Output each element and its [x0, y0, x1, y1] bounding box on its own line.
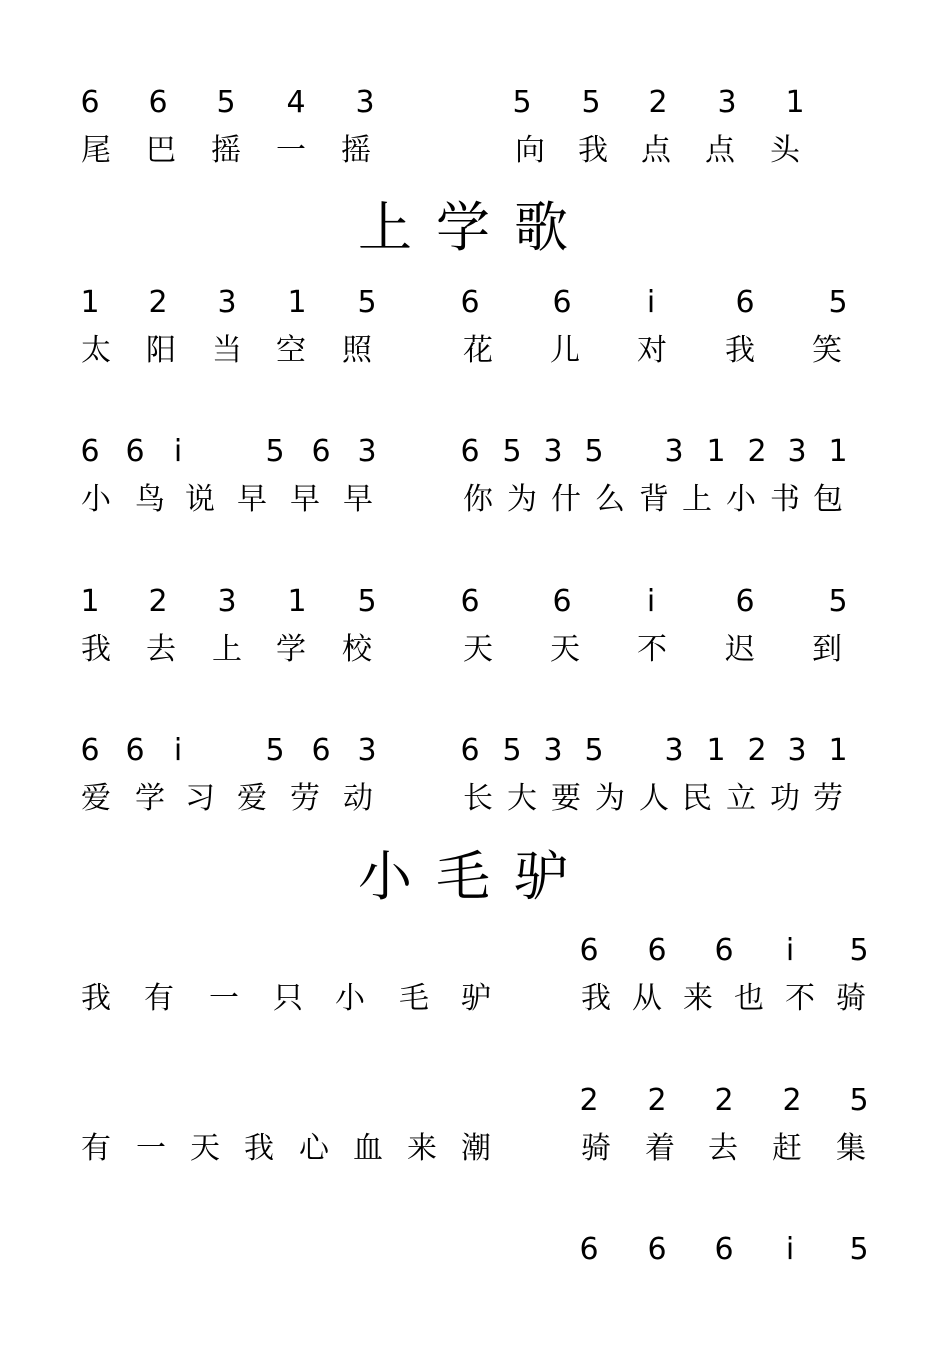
note: 5	[828, 584, 848, 619]
lyric: 迟	[725, 632, 755, 667]
lyric: 学	[135, 781, 165, 816]
lyric: 去	[146, 632, 176, 667]
note: 5	[581, 85, 601, 120]
lyric: 儿	[550, 333, 580, 368]
note: 3	[787, 434, 807, 469]
lyric: 摇	[341, 133, 371, 168]
lyric: 只	[273, 981, 303, 1016]
lyric: 爱	[237, 781, 267, 816]
lyric: 血	[353, 1131, 383, 1166]
lyric: 太	[81, 333, 111, 368]
lyric: 摇	[211, 133, 241, 168]
shangxue-lyrics-line-2	[0, 480, 950, 520]
note: 1	[706, 733, 726, 768]
note: 6	[714, 933, 734, 968]
lyric: 骑	[581, 1131, 611, 1166]
note: 5	[849, 933, 869, 968]
note: 6	[125, 733, 145, 768]
note: 5	[502, 733, 522, 768]
note: 6	[552, 584, 572, 619]
note: 3	[664, 733, 684, 768]
lyric: 有	[81, 1131, 111, 1166]
lyric: 点	[705, 133, 735, 168]
lyric: 花	[463, 333, 493, 368]
note: 6	[552, 285, 572, 320]
lyric: 小	[726, 482, 756, 517]
note: 6	[80, 733, 100, 768]
shangxue-notes-line-1	[0, 283, 950, 323]
lyric: 书	[770, 482, 800, 517]
note: 1	[828, 733, 848, 768]
note: 5	[357, 584, 377, 619]
note: 5	[584, 733, 604, 768]
note: 2	[747, 434, 767, 469]
lyric: 大	[507, 781, 537, 816]
lyric: 一	[209, 981, 239, 1016]
lyric: 劳	[813, 781, 843, 816]
note: i	[646, 584, 656, 619]
note: 3	[357, 733, 377, 768]
lyric: 为	[595, 781, 625, 816]
note: 5	[584, 434, 604, 469]
lyric: 鸟	[135, 482, 165, 517]
note: 5	[512, 85, 532, 120]
note: 3	[355, 85, 375, 120]
lyric: 一	[136, 1131, 166, 1166]
lyric: 校	[342, 632, 372, 667]
lyric: 阳	[146, 333, 176, 368]
note: 1	[80, 285, 100, 320]
maolv-notes-line-2	[0, 1081, 950, 1121]
note: 5	[828, 285, 848, 320]
note: 1	[706, 434, 726, 469]
lyric: 尾	[81, 133, 111, 168]
lyric: 立	[726, 781, 756, 816]
note: 6	[311, 434, 331, 469]
note: 3	[543, 733, 563, 768]
lyric: 骑	[836, 981, 866, 1016]
lyric: 来	[407, 1131, 437, 1166]
lyric: 向	[515, 133, 545, 168]
note: 1	[785, 85, 805, 120]
note: i	[173, 434, 183, 469]
lyric: 上	[682, 482, 712, 517]
lyric: 学	[276, 632, 306, 667]
note: 3	[717, 85, 737, 120]
lyric: 赶	[772, 1131, 802, 1166]
note: 1	[287, 285, 307, 320]
song-title-shangxuege: 上学歌	[358, 196, 592, 259]
note: 6	[579, 1232, 599, 1267]
note: 2	[647, 1083, 667, 1118]
lyric: 早	[343, 482, 373, 517]
lyric: 一	[276, 133, 306, 168]
lyric: 空	[276, 333, 306, 368]
lyric: 天	[190, 1131, 220, 1166]
lyric: 天	[550, 632, 580, 667]
lyric: 我	[581, 981, 611, 1016]
note: 6	[647, 933, 667, 968]
lyric: 民	[682, 781, 712, 816]
lyric: 我	[244, 1131, 274, 1166]
lyric: 人	[639, 781, 669, 816]
lyric: 要	[551, 781, 581, 816]
lyric: 我	[725, 333, 755, 368]
note: 6	[125, 434, 145, 469]
lyric: 长	[463, 781, 493, 816]
note: 2	[579, 1083, 599, 1118]
note: 5	[849, 1232, 869, 1267]
lyric: 驴	[461, 981, 491, 1016]
note: 3	[787, 733, 807, 768]
lyric: 我	[81, 981, 111, 1016]
lyric: 你	[463, 482, 493, 517]
note: 3	[543, 434, 563, 469]
note: 2	[148, 285, 168, 320]
note: 3	[357, 434, 377, 469]
note: 6	[460, 584, 480, 619]
lyric: 我	[81, 632, 111, 667]
lyric: 习	[185, 781, 215, 816]
note: 2	[714, 1083, 734, 1118]
maolv-lyrics-line-1	[0, 979, 950, 1019]
lyric: 从	[632, 981, 662, 1016]
lyric: 背	[639, 482, 669, 517]
note: 6	[148, 85, 168, 120]
lyric: 潮	[461, 1131, 491, 1166]
note: 1	[80, 584, 100, 619]
note: 5	[216, 85, 236, 120]
prev-notes-line-1	[0, 83, 950, 123]
lyric: 有	[144, 981, 174, 1016]
note: 6	[460, 733, 480, 768]
lyric: 什	[551, 482, 581, 517]
note: 6	[647, 1232, 667, 1267]
note: 3	[664, 434, 684, 469]
lyric: 小	[335, 981, 365, 1016]
lyric: 着	[645, 1131, 675, 1166]
maolv-notes-line-3	[0, 1230, 950, 1270]
note: 5	[357, 285, 377, 320]
lyric: 包	[813, 482, 843, 517]
prev-lyrics-line-1	[0, 131, 950, 171]
lyric: 头	[770, 133, 800, 168]
lyric: 照	[342, 333, 372, 368]
note: 5	[502, 434, 522, 469]
lyric: 毛	[399, 981, 429, 1016]
lyric: 上	[212, 632, 242, 667]
shangxue-lyrics-line-1	[0, 331, 950, 371]
lyric: 去	[708, 1131, 738, 1166]
lyric: 早	[237, 482, 267, 517]
lyric: 到	[812, 632, 842, 667]
shangxue-lyrics-line-3	[0, 630, 950, 670]
lyric: 劳	[290, 781, 320, 816]
lyric: 功	[770, 781, 800, 816]
note: i	[173, 733, 183, 768]
note: 3	[217, 584, 237, 619]
note: i	[785, 933, 795, 968]
note: 6	[714, 1232, 734, 1267]
maolv-lyrics-line-2	[0, 1129, 950, 1169]
note: 6	[460, 285, 480, 320]
note: 5	[265, 434, 285, 469]
lyric: 爱	[81, 781, 111, 816]
note: 6	[80, 434, 100, 469]
note: 1	[287, 584, 307, 619]
note: 6	[80, 85, 100, 120]
song-title-xiaomaolv: 小毛驴	[358, 845, 592, 908]
lyric: 对	[637, 333, 667, 368]
lyric: 小	[81, 482, 111, 517]
lyric: 不	[637, 632, 667, 667]
note: 2	[782, 1083, 802, 1118]
note: 6	[311, 733, 331, 768]
note: 3	[217, 285, 237, 320]
note: 6	[735, 584, 755, 619]
lyric: 笑	[812, 333, 842, 368]
lyric: 巴	[146, 133, 176, 168]
shangxue-notes-line-3	[0, 582, 950, 622]
lyric: 动	[343, 781, 373, 816]
lyric: 也	[734, 981, 764, 1016]
lyric: 点	[641, 133, 671, 168]
shangxue-notes-line-4	[0, 731, 950, 771]
shangxue-notes-line-2	[0, 432, 950, 472]
note: 1	[828, 434, 848, 469]
lyric: 当	[212, 333, 242, 368]
lyric: 我	[578, 133, 608, 168]
note: 4	[286, 85, 306, 120]
note: 6	[460, 434, 480, 469]
note: 2	[148, 584, 168, 619]
note: 5	[265, 733, 285, 768]
lyric: 早	[290, 482, 320, 517]
lyric: 集	[836, 1131, 866, 1166]
note: 6	[735, 285, 755, 320]
lyric: 不	[785, 981, 815, 1016]
note: 6	[579, 933, 599, 968]
lyric: 心	[299, 1131, 329, 1166]
note: 2	[747, 733, 767, 768]
lyric: 么	[595, 482, 625, 517]
note: 2	[648, 85, 668, 120]
note: i	[646, 285, 656, 320]
note: i	[785, 1232, 795, 1267]
lyric: 说	[185, 482, 215, 517]
lyric: 为	[507, 482, 537, 517]
lyric: 天	[463, 632, 493, 667]
shangxue-lyrics-line-4	[0, 779, 950, 819]
note: 5	[849, 1083, 869, 1118]
lyric: 来	[683, 981, 713, 1016]
maolv-notes-line-1	[0, 931, 950, 971]
